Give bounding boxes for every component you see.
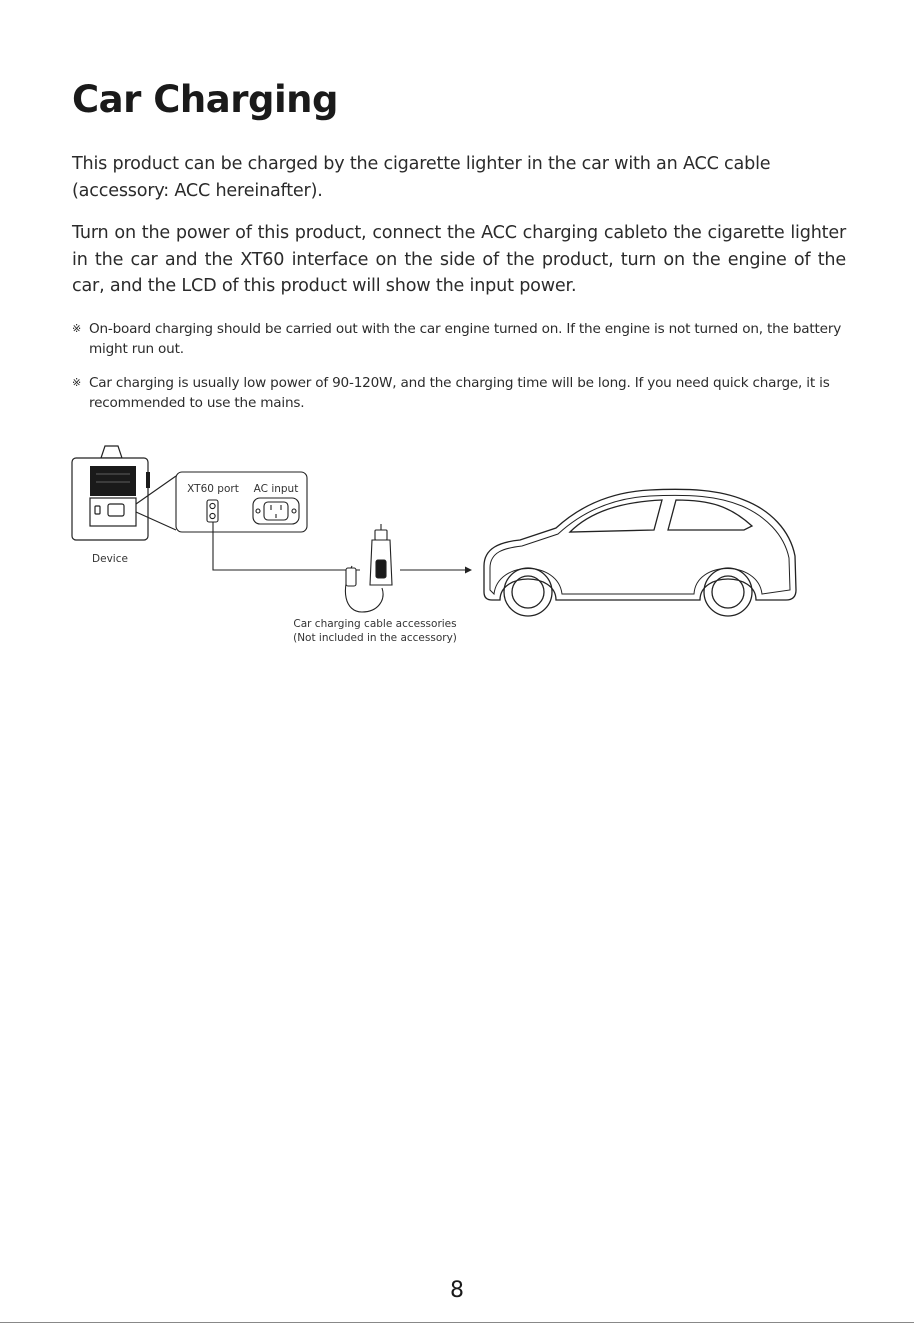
arrow-icon — [400, 567, 472, 574]
page-number: 8 — [450, 1278, 464, 1303]
reference-mark-icon: ※ — [72, 376, 82, 389]
reference-mark-icon: ※ — [72, 322, 82, 335]
charging-cable — [213, 522, 392, 612]
note-low-power — [72, 373, 852, 413]
port-callout — [136, 472, 307, 532]
car-charging-diagram — [0, 430, 914, 660]
ac-input-label: AC input — [253, 483, 299, 495]
cable-caption-line2: (Not included in the accessory) — [293, 632, 457, 644]
instructions-paragraph: Turn on the power of this product, connect the ACC charging cableto the cigarette lighter in the car and the XT60 interface on the side of the product, turn on the engine of the car, and the LCD of this product will show the input power. — [72, 223, 846, 296]
note-text: Car charging is usually low power of 90-120W, and the charging time will be long. If you need quick charge, it is recommended to use the mains. — [89, 375, 830, 411]
xt60-port-label: XT60 port — [187, 483, 239, 495]
device-label: Device — [92, 553, 128, 565]
device-illustration — [72, 446, 150, 540]
intro-paragraph: This product can be charged by the cigarette lighter in the car with an ACC cable (accessory: ACC hereinafter). — [72, 154, 771, 201]
note-engine-on — [72, 319, 852, 359]
cable-caption-line1: Car charging cable accessories — [293, 618, 457, 630]
car-illustration — [484, 489, 796, 616]
bottom-rule — [0, 1322, 914, 1323]
note-text: On-board charging should be carried out with the car engine turned on. If the engine is not turned on, the battery might run out. — [89, 321, 842, 357]
page-title: Car Charging — [72, 78, 338, 121]
